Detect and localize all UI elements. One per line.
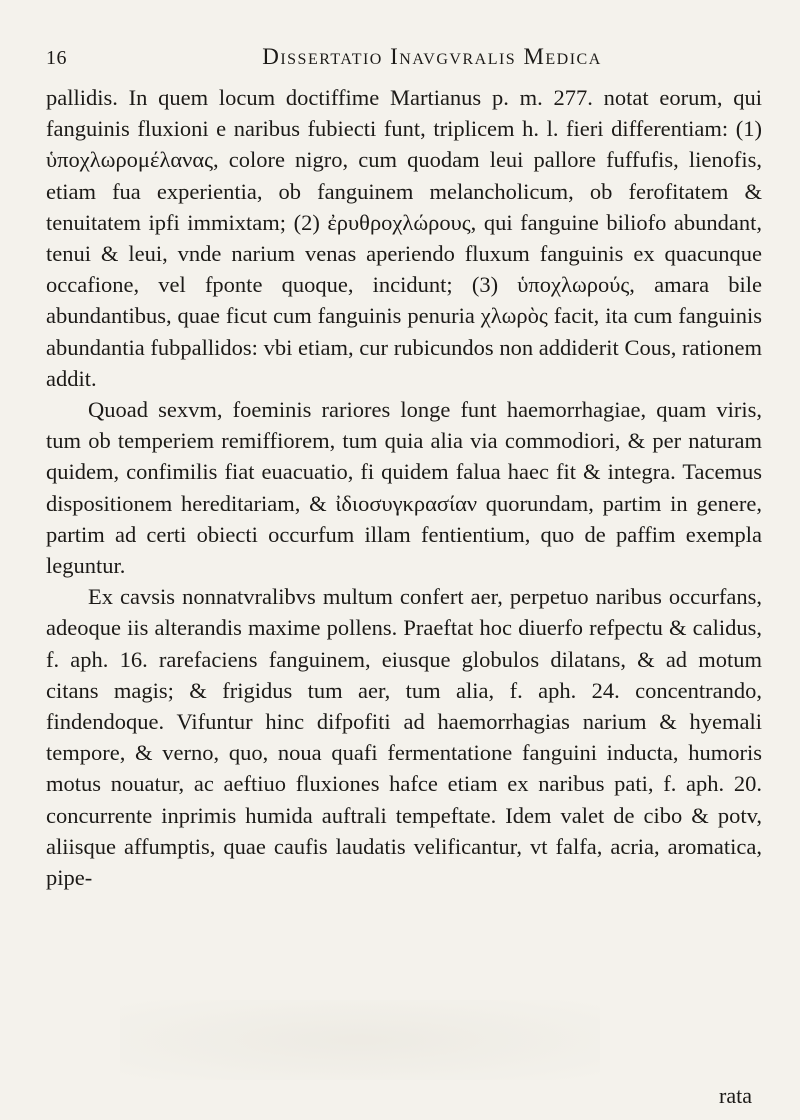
running-title: Dissertatio Inavgvralis Medica	[262, 44, 602, 69]
paper-stain	[120, 1000, 600, 1080]
paragraph-sexus: Quoad sexvm, foeminis rariores longe funt haemorrhagiae, quam viris, tum ob temperiem remiffiorem, tum quia alia via commodiori, & per naturam quidem, confimilis fiat euacuatio, fi quidem falua haec fit & integra. Tacemus dispositionem hereditariam, & ἰδιοσυγκρασίαν quorundam, partim in genere, partim ad certi obiecti occurfum illam fentientium, quo de paffim exempla leguntur.	[46, 397, 762, 579]
paragraph-causae: Ex cavsis nonnatvralibvs multum confert aer, perpetuo naribus occurfans, adeoque iis alterandis maxime pollens. Praeftat hoc diuerfo refpectu & calidus, f. aph. 16. rarefaciens fanguinem, eiusque globulos dilatans, & ad motum citans magis; & frigidus tum aer, tum alia, f. aph. 24. concentrando, findendoque. Vifuntur hinc difpofiti ad haemorrhagias narium & hyemali tempore, & verno, quo, noua quafi fermentatione fanguini inducta, humoris motus nouatur, ac aeftiuo fluxiones hafce etiam ex naribus pati, f. aph. 20. concurrente inprimis humida auftrali tempeftate. Idem valet de cibo & potv, aliisque affumptis, quae caufis laudatis velificantur, vt falfa, acria, aromatica, pipe-	[46, 584, 762, 891]
catchword: rata	[719, 1083, 752, 1108]
paragraph-pallidis: pallidis. In quem locum doctiffime Martianus p. m. 277. notat eorum, qui fanguinis fluxioni e naribus fubiecti funt, triplicem h. l. fieri differentiam: (1) ὑποχλωρομέλανας, colore nigro, cum quodam leui pallore fuffufis, lienofis, etiam fua experientia, ob fanguinem melancholicum, ob ferofitatem & tenuitatem ipfi immixtam; (2) ἐρυθροχλώρους, qui fanguine biliofo abundant, tenui & leui, vnde narium venas aperiendo fluxum fanguinis ex quacunque occafione, vel fponte quoque, incidunt; (3) ὑποχλωρούς, amara bile abundantibus, quae ficut cum fanguinis penuria χλωρὸς facit, ita cum fanguinis abundantia fubpallidos: vbi etiam, cur rubicundos non addiderit Cous, rationem addit.	[46, 85, 762, 391]
body-text	[46, 82, 762, 893]
page-header	[46, 44, 766, 80]
page-number: 16	[46, 47, 67, 69]
